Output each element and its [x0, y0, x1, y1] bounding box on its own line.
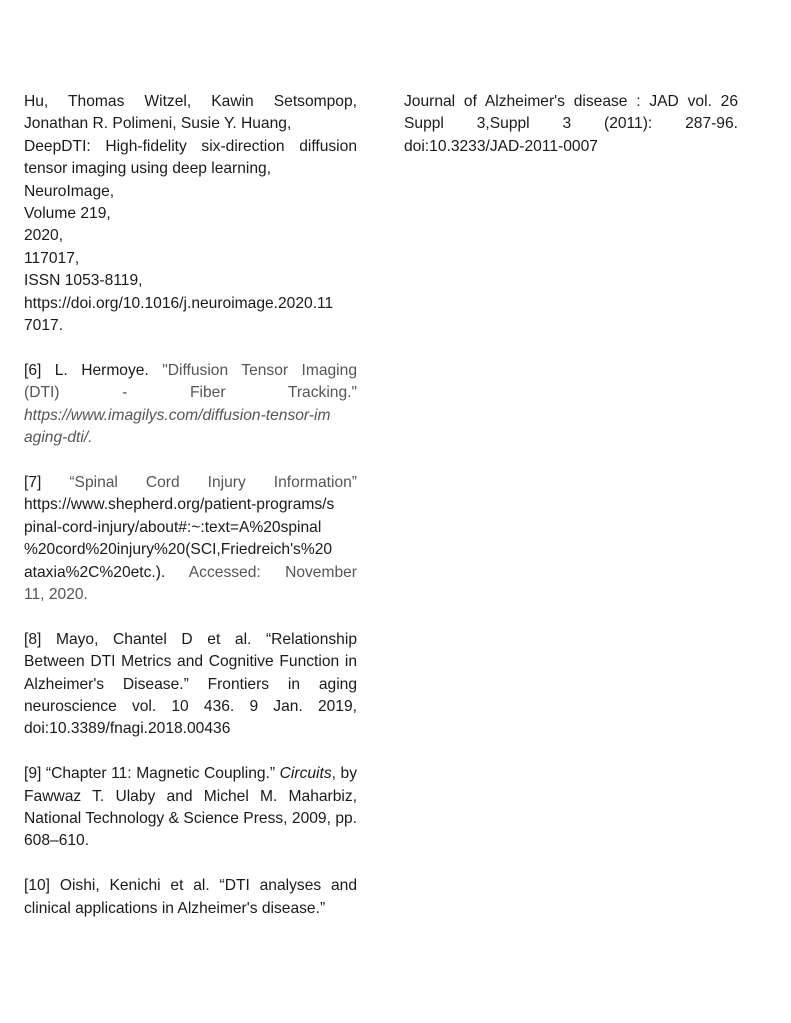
ref7-url-line3: %20cord%20injury%20(SCI,Friedreich's%20 — [24, 541, 333, 559]
ref5-authors-line1: Hu, Thomas Witzel, Kawin Setsompop, — [24, 93, 357, 110]
ref9-title: “Chapter 11: Magnetic Coupling.” — [45, 765, 276, 783]
ref6-url-line2: aging-dti/. — [24, 429, 93, 447]
ref7-accessed-2: 11, 2020. — [24, 585, 88, 603]
reference-10-continuation: Journal of Alzheimer's disease : JAD vol. 26 Suppl 3,Suppl 3 (2011): 287-96. doi:10.3233/JAD-2011-0007 — [404, 93, 738, 155]
reference-8: [8] Mayo, Chantel D et al. “Relationship Between DTI Metrics and Cognitive Function in Alzheimer's Disease.” Frontiers in aging neuroscience vol. 10 436. 9 Jan. 2019, doi:10.3389/fnagi.2018.00436 — [24, 630, 357, 738]
right-column — [404, 91, 738, 158]
ref7-url-line2: pinal-cord-injury/about#:~:text=A%20spinal — [24, 518, 322, 536]
ref5-volume: Volume 219, — [24, 205, 111, 223]
ref6-url-line1: https://www.imagilys.com/diffusion-tensor-im — [24, 406, 331, 424]
ref7-url-line4: ataxia%2C%20etc.). — [24, 563, 166, 581]
ref6-title-line1: "Diffusion Tensor Imaging — [162, 361, 357, 379]
ref5-year: 2020, — [24, 227, 64, 245]
ref5-title: DeepDTI: High-fidelity six-direction diffusion tensor imaging using deep learning, — [24, 137, 357, 178]
reference-9 — [24, 763, 357, 853]
ref7-line1 — [24, 472, 357, 494]
ref7-accessed-1: Accessed: November — [188, 563, 357, 581]
ref5-doi-part2: 7017. — [24, 317, 64, 335]
ref5-authors-line2: Jonathan R. Polimeni, Susie Y. Huang, — [24, 115, 292, 133]
left-column — [24, 91, 357, 942]
ref9-book: Circuits — [279, 765, 332, 783]
ref5-issn: ISSN 1053-8119, — [24, 272, 143, 290]
ref5-journal: NeuroImage, — [24, 182, 115, 200]
ref7-line5 — [24, 562, 357, 584]
ref9-rest: , by Fawwaz T. Ulaby and Michel M. Maharbiz, National Technology & Science Press, 2009, pp. 608–610. — [24, 765, 357, 850]
ref5-article: 117017, — [24, 249, 80, 267]
ref7-url-line1: https://www.shepherd.org/patient-programs/s — [24, 496, 335, 514]
ref6-line1 — [24, 360, 357, 382]
ref6-label: [6] L. Hermoye. — [24, 361, 149, 379]
ref5-doi-part1: https://doi.org/10.1016/j.neuroimage.2020.11 — [24, 294, 334, 312]
ref6-title-line2: (DTI) - Fiber Tracking." — [24, 384, 357, 402]
ref7-label: [7] — [24, 473, 42, 491]
reference-5 — [24, 91, 357, 337]
reference-7 — [24, 472, 357, 606]
reference-6 — [24, 360, 357, 450]
ref9-label: [9] — [24, 765, 42, 783]
reference-10: [10] Oishi, Kenichi et al. “DTI analyses and clinical applications in Alzheimer's disease.” — [24, 877, 357, 917]
ref7-title: “Spinal Cord Injury Information” — [69, 473, 357, 491]
